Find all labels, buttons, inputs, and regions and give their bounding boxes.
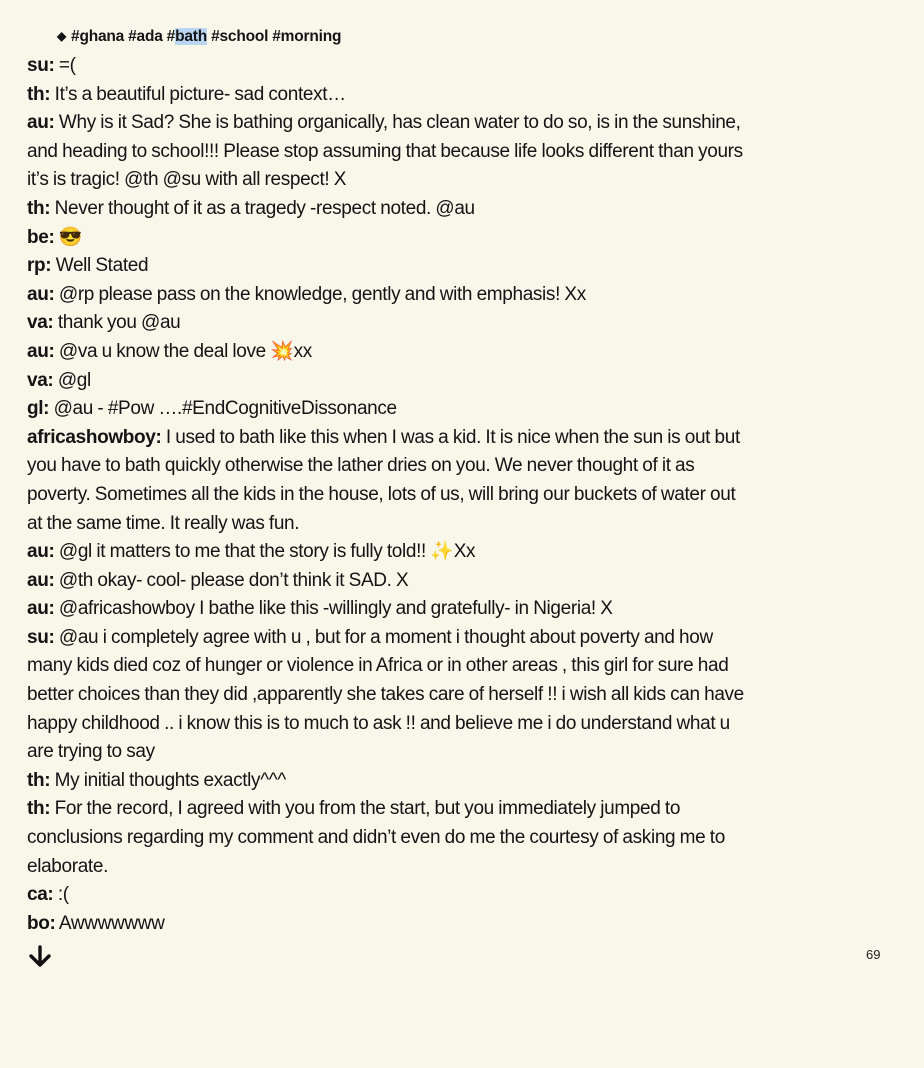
comment-text: :( [57,884,69,906]
hashtag-bath-highlight: bath [175,28,207,45]
hashtag-ghana[interactable]: #ghana [71,28,125,45]
comment [27,567,747,596]
comment-username: au: [27,541,55,563]
comment-text: @gl it matters to me that the story is fully told!! ✨Xx [58,541,476,563]
comment-text: Never thought of it as a tragedy -respect noted. @au [54,197,475,219]
comment [27,338,747,367]
comment [27,281,747,310]
comment-username: th: [27,798,51,820]
diamond-icon: ◆ [57,29,67,43]
arrow-down-icon[interactable] [27,944,53,970]
comment-text: @africashowboy I bathe like this -willingly and gratefully- in Nigeria! X [58,598,613,620]
comment-text: @gl [57,369,91,391]
comment-username: su: [27,55,55,76]
comment [27,767,747,796]
hashtag-line [57,28,345,46]
comment-text: For the record, I agreed with you from the start, but you immediately jumped to conclusions regarding my comment and didn’t even do me the courtesy of asking me to elaborate. [27,798,725,877]
comment-username: rp: [27,255,52,277]
comment [27,795,747,881]
comment-text: 😎 [58,226,83,248]
hashtag-bath[interactable] [167,28,207,45]
comment [27,252,747,281]
comment-username: th: [27,769,51,791]
comment-username: au: [27,340,55,362]
comment [27,538,747,567]
comment-username: africashowboy: [27,426,162,448]
comment-text: @th okay- cool- please don’t think it SAD. X [58,569,409,591]
comment [27,395,747,424]
comment-username: th: [27,83,51,105]
comment [27,624,747,767]
comment-text: @rp please pass on the knowledge, gently and with emphasis! Xx [58,283,586,305]
comment-username: va: [27,369,54,391]
comment [27,195,747,224]
comment [27,910,747,939]
comment-text: It’s a beautiful picture- sad context… [54,83,346,105]
comment-username: ca: [27,884,54,906]
comment [27,52,747,81]
comment-text: @au - #Pow ….#EndCognitiveDissonance [53,398,397,420]
comment-text: I used to bath like this when I was a kid. It is nice when the sun is out but you have to bath quickly otherwise the lather dries on you. We never thought of it as poverty. Sometimes all the kids in the house, lots of us, will bring our buckets of water out at the same time. It really was fun. [27,426,740,534]
comment-username: th: [27,197,51,219]
comment-username: gl: [27,398,50,420]
page-number: 69 [866,947,881,962]
comment-text: Awwwwwww [58,912,165,934]
comment [27,109,747,195]
comment-username: su: [27,626,55,648]
comment-username: au: [27,598,55,620]
comment-text: thank you @au [57,312,181,334]
hashtag-morning[interactable]: #morning [272,28,342,45]
comment-text: Why is it Sad? She is bathing organically, has clean water to do so, is in the sunshine, and heading to school!!! Please stop assuming that because life looks different than yours it’s is tragic! @th @su with all respect! X [27,112,743,191]
comment-text: =( [58,55,76,76]
comment [27,424,747,538]
comment [27,367,747,396]
comment-text: My initial thoughts exactly^^^ [54,769,286,791]
hashtag-ada[interactable]: #ada [128,28,163,45]
comment-username: bo: [27,912,56,934]
comment-text: Well Stated [55,255,149,277]
comment-username: au: [27,112,55,134]
hashtag-school[interactable]: #school [211,28,269,45]
hashtag-bath-prefix: # [166,28,176,45]
comment-username: au: [27,283,55,305]
comment-list [27,52,747,938]
comment-text: @au i completely agree with u , but for a moment i thought about poverty and how many kids died coz of hunger or violence in Africa or in other areas , this girl for sure had better choices than they did ,apparently she takes care of herself !! i wish all kids can have happy childhood .. i know this is to much to ask !! and believe me i do understand what u are trying to say [27,626,744,763]
comment [27,309,747,338]
comment-text: @va u know the deal love 💥xx [58,340,312,362]
comment-username: va: [27,312,54,334]
comment-username: be: [27,226,55,248]
comment [27,595,747,624]
comment-username: au: [27,569,55,591]
comment [27,81,747,110]
comment [27,224,747,253]
comment [27,881,747,910]
